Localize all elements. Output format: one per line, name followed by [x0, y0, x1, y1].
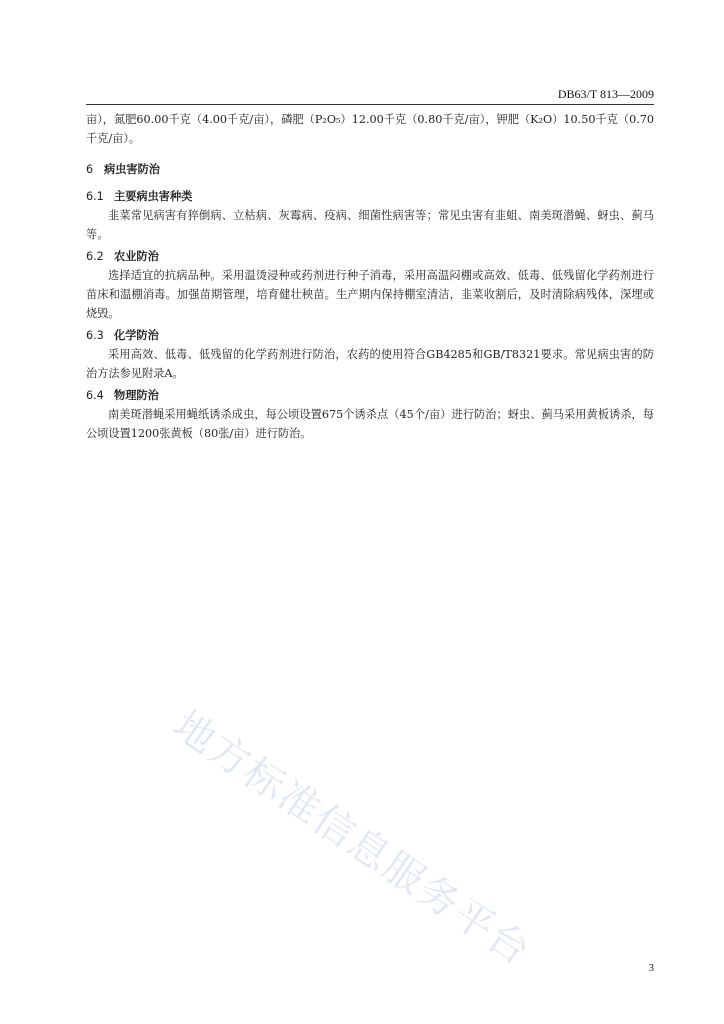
section-title: 农业防治	[114, 250, 159, 263]
section-number: 6.1	[86, 190, 104, 203]
document-code: DB63/T 813—2009	[557, 87, 654, 101]
section-number: 6.3	[86, 329, 104, 342]
section-6-2-text: 选择适宜的抗病品种。采用温烫浸种或药剂进行种子消毒，采用高温闷棚或高效、低毒、低残留化学药剂进行苗床和温棚消毒。加强苗期管理，培育健壮秧苗。生产期内保持棚室清洁，韭菜收割后，及时清除病残体，深埋或烧毁。	[86, 269, 654, 320]
document-body	[86, 110, 654, 443]
section-title: 主要病虫害种类	[114, 190, 193, 203]
section-title: 病虫害防治	[104, 163, 160, 176]
intro-paragraph: 亩），氮肥60.00千克（4.00千克/亩），磷肥（P₂O₅）12.00千克（0.80千克/亩），钾肥（K₂O）10.50千克（0.70千克/亩）。	[86, 113, 654, 145]
section-6-2-heading	[86, 247, 654, 266]
header-rule	[86, 104, 654, 105]
section-6-1-heading	[86, 187, 654, 206]
section-6-3-text: 采用高效、低毒、低残留的化学药剂进行防治，农药的使用符合GB4285和GB/T8321要求。常见病虫害的防治方法参见附录A。	[86, 348, 654, 380]
section-6-heading	[86, 160, 654, 179]
section-title: 物理防治	[114, 389, 159, 402]
section-number: 6.2	[86, 250, 104, 263]
section-title: 化学防治	[114, 329, 159, 342]
page-number: 3	[648, 962, 654, 974]
watermark: 地方标准信息服务平台	[165, 702, 540, 976]
section-6-1-text: 韭菜常见病害有猝倒病、立枯病、灰霉病、疫病、细菌性病害等；常见虫害有韭蛆、南美斑潜蝇、蚜虫、蓟马等。	[86, 209, 654, 241]
section-number: 6	[86, 163, 94, 176]
section-6-4-heading	[86, 386, 654, 405]
section-6-3-heading	[86, 326, 654, 345]
section-number: 6.4	[86, 389, 104, 402]
section-6-4-text: 南美斑潜蝇采用蝇纸诱杀成虫，每公顷设置675个诱杀点（45个/亩）进行防治；蚜虫、蓟马采用黄板诱杀，每公顷设置1200张黄板（80张/亩）进行防治。	[86, 408, 654, 440]
